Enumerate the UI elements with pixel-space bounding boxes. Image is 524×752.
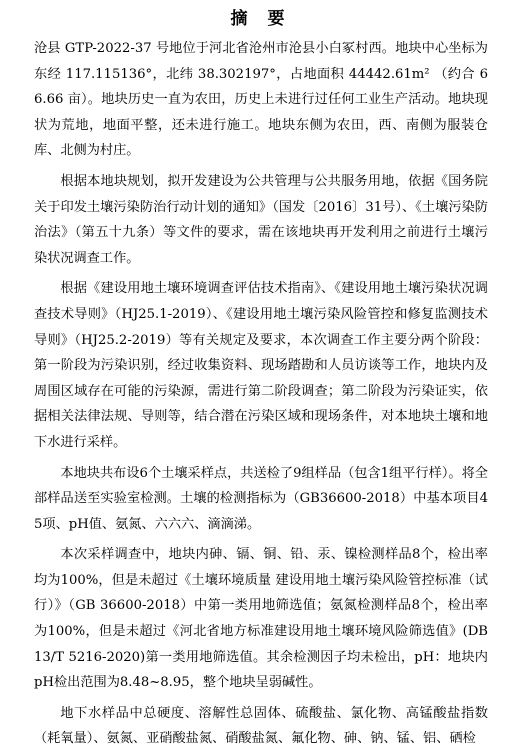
paragraph-groundwater: 地下水样品中总硬度、溶解性总固体、硫酸盐、氯化物、高锰酸盐指数（耗氧量）、氨氮、亚硝酸盐氮、硝酸盐氮、氟化物、砷、钠、锰、铝、硒检 xyxy=(34,705,488,747)
paragraph-site-location: 沧县 GTP-2022-37 号地位于河北省沧州市沧县小白冢村西。地块中心坐标为东经 117.115136°，北纬 38.302197°，占地面积 44442.61m² （约合 66.66 亩）。地块历史一直为农田，历史上未进行过任何工业生产活动。地块现状为荒地，地面平整，还未进行施工。地块东侧为农田，西、南侧为服装仓库、北侧为村庄。 xyxy=(34,41,488,159)
paragraph-soil-results: 本次采样调查中，地块内砷、镉、铜、铅、汞、镍检测样品8个，检出率均为100%，但是未超过《土壤环境质量 建设用地土壤污染风险管控标准（试行）》（GB 36600-2018）中第一类用地筛选值；氨氮检测样品8个，检出率为100%，但是未超过《河北省地方标准建设用地土壤环境风险筛选值》(DB 13/T 5216-2020)第一类用地筛选值。其余检测因子均未检出，pH：地块内pH检出范围为8.48~8.95，整个地块呈弱碱性。 xyxy=(34,547,488,691)
abstract-title: 摘 要 xyxy=(230,9,292,29)
paragraph-survey-method: 根据《建设用地土壤环境调查评估技术指南》、《建设用地土壤污染状况调查技术导则》（HJ25.1-2019）、《建设用地土壤污染风险管控和修复监测技术导则》（HJ25.2-2019）等有关规定及要求，本次调查工作主要分两个阶段：第一阶段为污染识别，经过收集资料、现场踏勘和人员访谈等工作，地块内及周围区域存在可能的污染源，需进行第二阶段调查；第二阶段为污染证实，依据相关法律法规、导则等，结合潜在污染区域和现场条件，对本地块土壤和地下水进行采样。 xyxy=(34,281,488,450)
paragraph-sampling: 本地块共布设6个土壤采样点，共送检了9组样品（包含1组平行样）。将全部样品送至实验室检测。土壤的检测指标为（GB36600-2018）中基本项目45项、pH值、氨氮、六六六、滴滴涕。 xyxy=(34,465,488,532)
paragraph-planning: 根据本地块规划，拟开发建设为公共管理与公共服务用地，依据《国务院关于印发土壤污染防治行动计划的通知》（国发〔2016〕31号）、《土壤污染防治法》（第五十九条）等文件的要求，需在该地块再开发利用之前进行土壤污染状况调查工作。 xyxy=(34,173,488,266)
